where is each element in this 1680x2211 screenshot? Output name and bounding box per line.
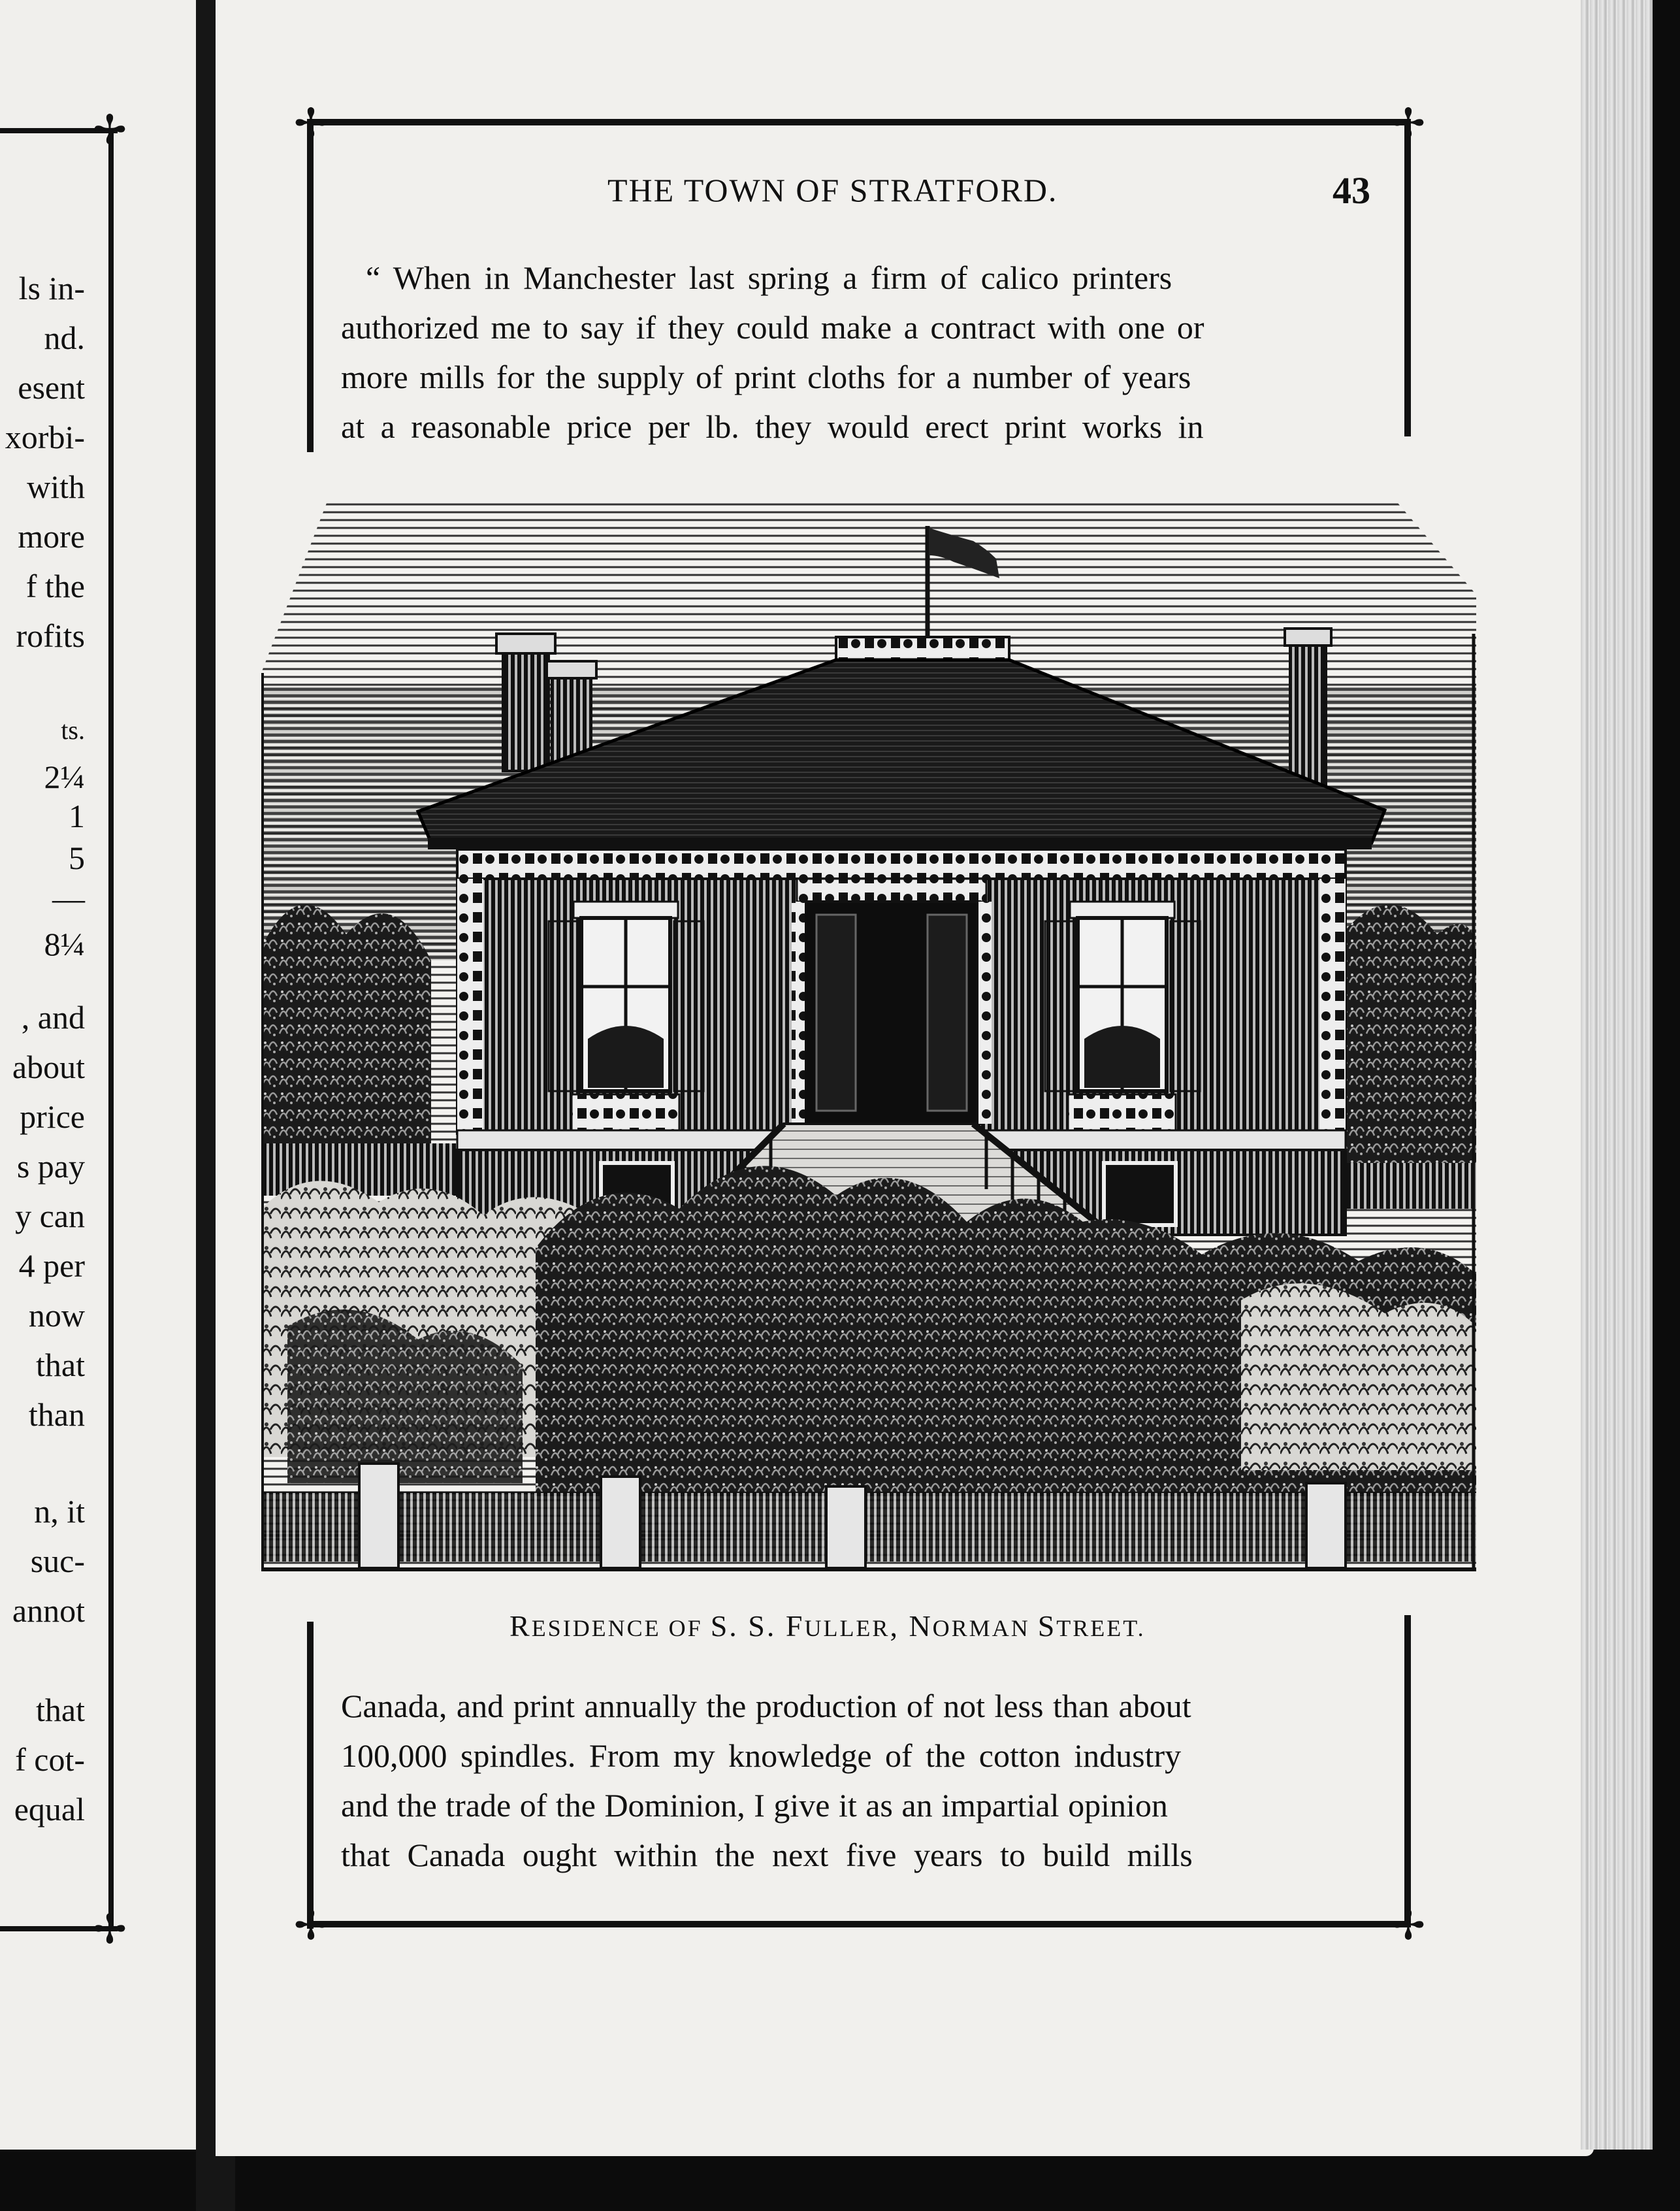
top-frame-rule <box>307 119 1411 125</box>
caption-part: ESIDENCE OF <box>531 1615 711 1641</box>
left-text-line: 1 <box>69 798 85 834</box>
left-text-line: suc- <box>30 1543 85 1579</box>
illustration-caption <box>509 1609 1146 1643</box>
left-text-line: now <box>28 1297 85 1334</box>
left-text-line: n, it <box>34 1493 85 1530</box>
left-text-line: , and <box>21 999 85 1036</box>
left-text-line: — <box>52 880 85 917</box>
left-text-line: xorbi- <box>5 419 85 455</box>
left-text-line: price <box>20 1098 85 1135</box>
running-title: THE TOWN OF STRATFORD. <box>607 172 1058 208</box>
left-text-line: ls in- <box>18 270 85 306</box>
text-line: and the trade of the Dominion, I give it as an impartial opinion <box>341 1787 1168 1824</box>
caption-part: ULLER <box>804 1615 890 1641</box>
caption-part: ORMAN <box>932 1615 1038 1641</box>
left-text-line: that <box>36 1347 85 1383</box>
bottom-right-frame-rule <box>1404 1615 1411 1927</box>
left-text-line: that <box>36 1692 85 1728</box>
text-line: “ When in Manchester last spring a firm of calico printers <box>366 259 1172 296</box>
page-edges <box>1581 0 1653 2150</box>
bottom-frame-rule <box>307 1921 1411 1927</box>
left-text-line: s pay <box>16 1148 85 1185</box>
left-text-line: with <box>27 468 85 505</box>
left-text-line: esent <box>18 369 85 406</box>
text-line: at a reasonable price per lb. they would erect print works in <box>341 408 1204 445</box>
caption-part: TREET. <box>1056 1615 1146 1641</box>
left-text-line: more <box>18 518 85 555</box>
corner-ornament-icon: ✢ <box>93 1905 127 1953</box>
corner-ornament-icon: ✢ <box>93 106 127 154</box>
caption-part: S. S. F <box>710 1609 805 1643</box>
top-right-frame-rule <box>1404 119 1411 436</box>
caption-part: , N <box>890 1609 933 1643</box>
engraving-house-illustration-icon <box>261 477 1476 1575</box>
text-line: 100,000 spindles. From my knowledge of the cotton industry <box>341 1737 1182 1774</box>
left-text-line: 4 per <box>18 1247 85 1284</box>
top-left-frame-rule <box>307 119 314 452</box>
left-text-line: ts. <box>61 715 85 745</box>
left-text-line: nd. <box>44 319 85 356</box>
text-line: authorized me to say if they could make a contract with one or <box>341 309 1204 346</box>
left-text-line: equal <box>14 1791 85 1827</box>
text-line: Canada, and print annually the production of not less than about <box>341 1688 1191 1724</box>
left-text-line: 2¼ <box>44 759 85 795</box>
left-text-line: than <box>28 1396 85 1433</box>
caption-part: S <box>1037 1609 1057 1643</box>
corner-ornament-icon: ✢ <box>294 1901 328 1949</box>
caption-part: R <box>509 1609 532 1643</box>
left-text-line: about <box>12 1049 85 1085</box>
left-vertical-rule <box>108 128 114 1931</box>
corner-ornament-icon: ✢ <box>294 99 328 147</box>
left-text-line: f the <box>25 568 85 604</box>
left-text-line: annot <box>12 1592 85 1629</box>
corner-ornament-icon: ✢ <box>1391 99 1425 147</box>
page-number: 43 <box>1333 169 1370 212</box>
text-line: more mills for the supply of print cloths for a number of years <box>341 359 1191 395</box>
left-text-line: y can <box>15 1198 85 1234</box>
corner-ornament-icon: ✢ <box>1391 1901 1425 1949</box>
left-text-line: 5 <box>69 840 85 876</box>
text-line: that Canada ought within the next five years to build mills <box>341 1837 1193 1873</box>
bottom-left-frame-rule <box>307 1622 314 1929</box>
left-text-line: f cot- <box>15 1741 85 1778</box>
left-text-line: 8¼ <box>44 926 85 962</box>
left-text-line: rofits <box>16 617 85 654</box>
left-page-fragment <box>0 0 200 2150</box>
